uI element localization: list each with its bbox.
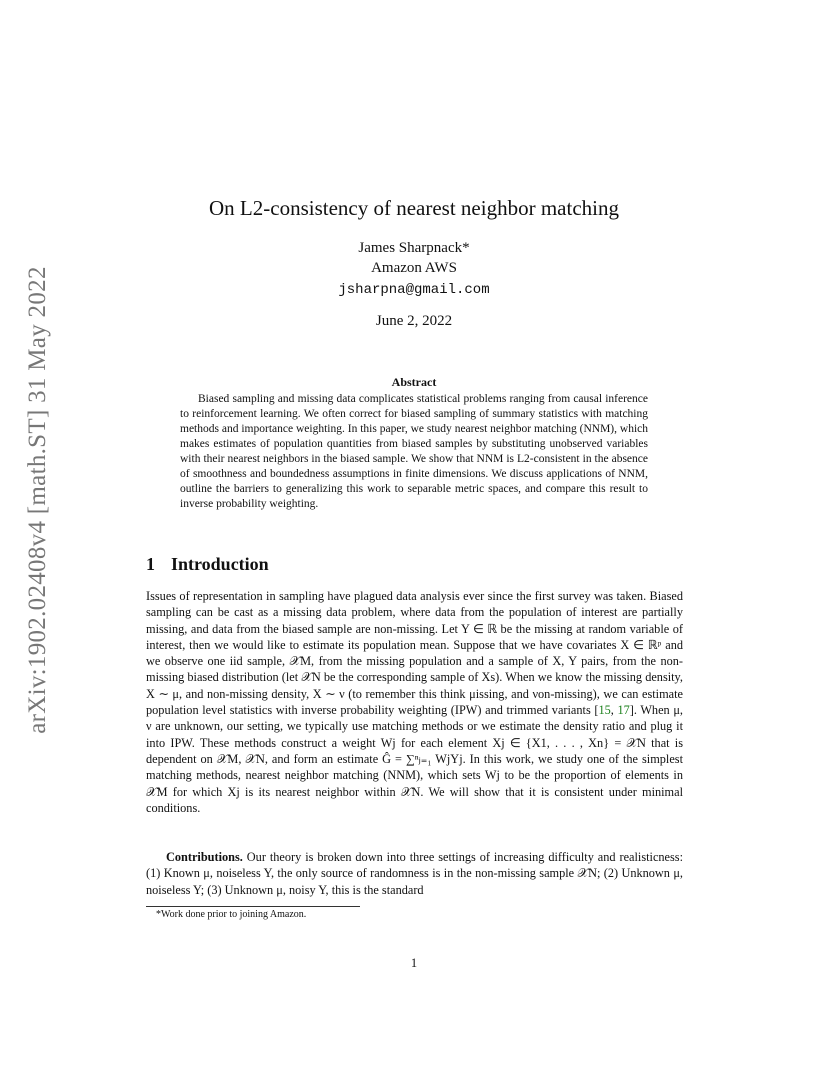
citation-link-15[interactable]: 15 bbox=[598, 703, 611, 718]
contributions-text: Our theory is broken down into three settings of increasing difficulty and realisticness: (1) Known μ, noiseless Y, the only source of randomness is in the non-missing sample 𝒳N; (2) Unknown μ, noiseless Y; (3) Unknown μ, noisy Y, this is the standard bbox=[146, 850, 683, 897]
intro-text-part1: Issues of representation in sampling have plagued data analysis ever since the first survey was taken. Biased sampling can be cast as a missing data problem, where data from the population of interest are partially missing, and data from the biased sample are non-missing. Let Y ∈ ℝ be the missing at random variable of interest, then we would like to estimate its population mean. Suppose that we have covariates X ∈ ℝᵖ and we observe one iid sample, 𝒳M, from the missing population and a sample of X, Y pairs, from the non-missing biased distribution (let 𝒳N be the corresponding sample of Xs). When we know the missing density, X ∼ μ, and non-missing density, X ∼ ν (to remember this think μissing, and νon-missing), we can estimate population level statistics with inverse probability weighting (IPW) and trimmed variants [ bbox=[146, 589, 683, 718]
contributions-paragraph bbox=[146, 849, 683, 898]
paper-date: June 2, 2022 bbox=[375, 313, 453, 329]
intro-text-part2: ]. When μ, ν are unknown, our setting, we typically use matching methods or we estimate the density ratio and plug it into IPW. These methods construct a weight Wj for each element Xj ∈ {X1, . . . , Xn} = 𝒳N that is dependent on 𝒳M, 𝒳N, and form an estimate Ĝ = ∑ⁿⱼ₌₁ WjYj. In this work, we study one of the simplest matching methods, nearest neighbor matching (NNM), which sets Wj to be the proportion of elements in 𝒳M for which Xj is its nearest neighbor within 𝒳N. We will show that it is consistent under minimal conditions. bbox=[146, 703, 683, 815]
abstract-text: Biased sampling and missing data complicates statistical problems ranging from causal inference to reinforcement learning. We often correct for biased sampling of summary statistics with matching methods and importance weighting. In this paper, we study nearest neighbor matching (NNM), which makes estimates of population quantities from biased samples by substituting unobserved variables with their nearest neighbors in the biased sample. We show that NNM is L2-consistent in the absence of smoothness and boundedness assumptions in finite dimensions. We discuss applications of NNM, outline the barriers to generalizing this work to separable metric spaces, and compare this result to inverse probability weighting. bbox=[180, 393, 648, 510]
intro-paragraph bbox=[146, 588, 683, 816]
abstract-heading: Abstract bbox=[391, 375, 437, 389]
arxiv-identifier-text: arXiv:1902.02408v4 [math.ST] 31 May 2022 bbox=[24, 266, 51, 734]
citation-link-17[interactable]: 17 bbox=[617, 703, 630, 718]
author-email: jsharpna@gmail.com bbox=[338, 282, 490, 298]
footnote: *Work done prior to joining Amazon. bbox=[156, 909, 307, 920]
paper-title: On L2-consistency of nearest neighbor matching bbox=[209, 196, 619, 220]
author-name: James Sharpnack* bbox=[358, 240, 470, 256]
contributions-lead: Contributions. bbox=[166, 850, 243, 864]
section-title: Introduction bbox=[171, 554, 269, 574]
section-heading bbox=[146, 554, 269, 575]
section-number: 1 bbox=[146, 554, 155, 574]
footnote-rule bbox=[146, 906, 360, 907]
citation-separator: , bbox=[610, 703, 618, 718]
page-number: 1 bbox=[410, 956, 418, 970]
author-affiliation: Amazon AWS bbox=[371, 260, 457, 276]
